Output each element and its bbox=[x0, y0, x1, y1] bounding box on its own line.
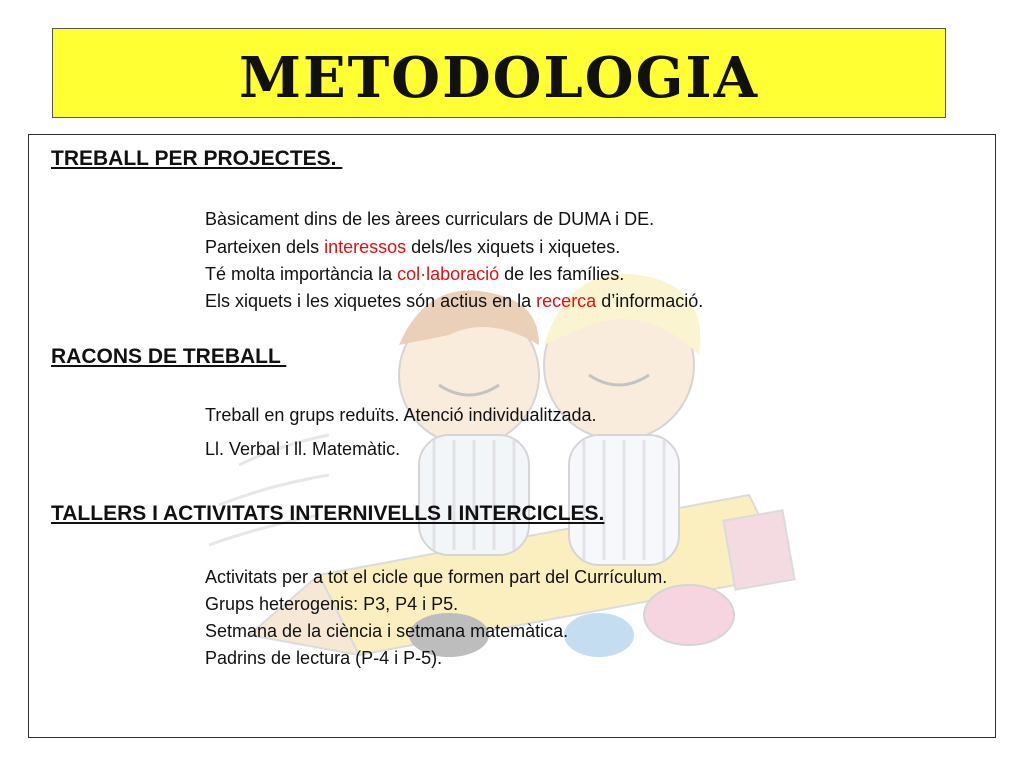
list-item: Setmana de la ciència i setmana matemàtica. bbox=[205, 621, 569, 641]
highlight-word: recerca bbox=[536, 291, 597, 311]
heading-treball-per-projectes: TREBALL PER PROJECTES. bbox=[51, 147, 343, 170]
title-banner bbox=[52, 28, 946, 118]
list-item: Ll. Verbal i ll. Matemàtic. bbox=[205, 439, 401, 459]
list-item: Treball en grups reduïts. Atenció individualitzada. bbox=[205, 405, 597, 425]
list-item: Parteixen dels interessos dels/les xiquets i xiquetes. bbox=[205, 237, 621, 257]
page-title: METODOLOGIA bbox=[238, 45, 760, 111]
list-item: Padrins de lectura (P-4 i P-5). bbox=[205, 648, 443, 668]
list-item: Té molta importància la col·laboració de les famílies. bbox=[205, 264, 625, 284]
content-panel bbox=[28, 134, 996, 738]
highlight-word: col·laboració bbox=[397, 264, 500, 284]
heading-racons-de-treball: RACONS DE TREBALL bbox=[51, 345, 287, 368]
list-item: Bàsicament dins de les àrees curriculars de DUMA i DE. bbox=[205, 209, 655, 229]
highlight-word: interessos bbox=[324, 237, 407, 257]
heading-tallers-i-activitats: TALLERS I ACTIVITATS INTERNIVELLS I INTERCICLES. bbox=[51, 502, 605, 525]
list-item: Els xiquets i les xiquetes són actius en la recerca d’informació. bbox=[205, 291, 704, 311]
list-item: Grups heterogenis: P3, P4 i P5. bbox=[205, 594, 459, 614]
list-item: Activitats per a tot el cicle que formen part del Currículum. bbox=[205, 567, 668, 587]
